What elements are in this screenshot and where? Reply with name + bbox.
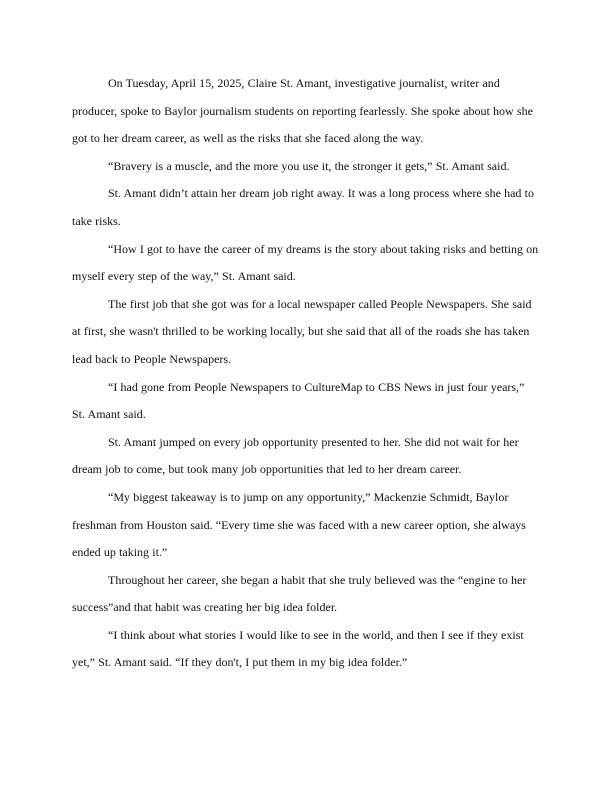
paragraph: “How I got to have the career of my dreams is the story about taking risks and betting on myself every step of the way,” St. Amant said. [72,241,539,284]
paragraph: “My biggest takeaway is to jump on any opportunity,” Mackenzie Schmidt, Baylor freshman from Houston said. “Every time she was faced with a new career option, she always ended up taking it.” [72,489,526,560]
paragraph: On Tuesday, April 15, 2025, Claire St. Amant, investigative journalist, writer and producer, spoke to Baylor journalism students on reporting fearlessly. She spoke about how she got to her dream career, as well as the risks that she faced along the way. [72,76,533,146]
document-body [72,70,540,677]
paragraph: St. Amant didn’t attain her dream job right away. It was a long process where she had to take risks. [72,186,534,228]
paragraph: “Bravery is a muscle, and the more you use it, the stronger it gets,” St. Amant said. [108,158,510,173]
paragraph: “I think about what stories I would like to see in the world, and then I see if they exist yet,” St. Amant said. “If they don't, I put them in my big idea folder.” [72,627,524,670]
paragraph: “I had gone from People Newspapers to CultureMap to CBS News in just four years,” St. Amant said. [72,379,525,422]
paragraph: Throughout her career, she began a habit that she truly believed was the “engine to her success”and that habit was creating her big idea folder. [72,572,527,615]
paragraph: St. Amant jumped on every job opportunity presented to her. She did not wait for her dream job to come, but took many job opportunities that led to her dream career. [72,434,519,477]
paragraph: The first job that she got was for a local newspaper called People Newspapers. She said at first, she wasn't thrilled to be working locally, but she said that all of the roads she has taken lead back to People Newspapers. [72,296,532,366]
